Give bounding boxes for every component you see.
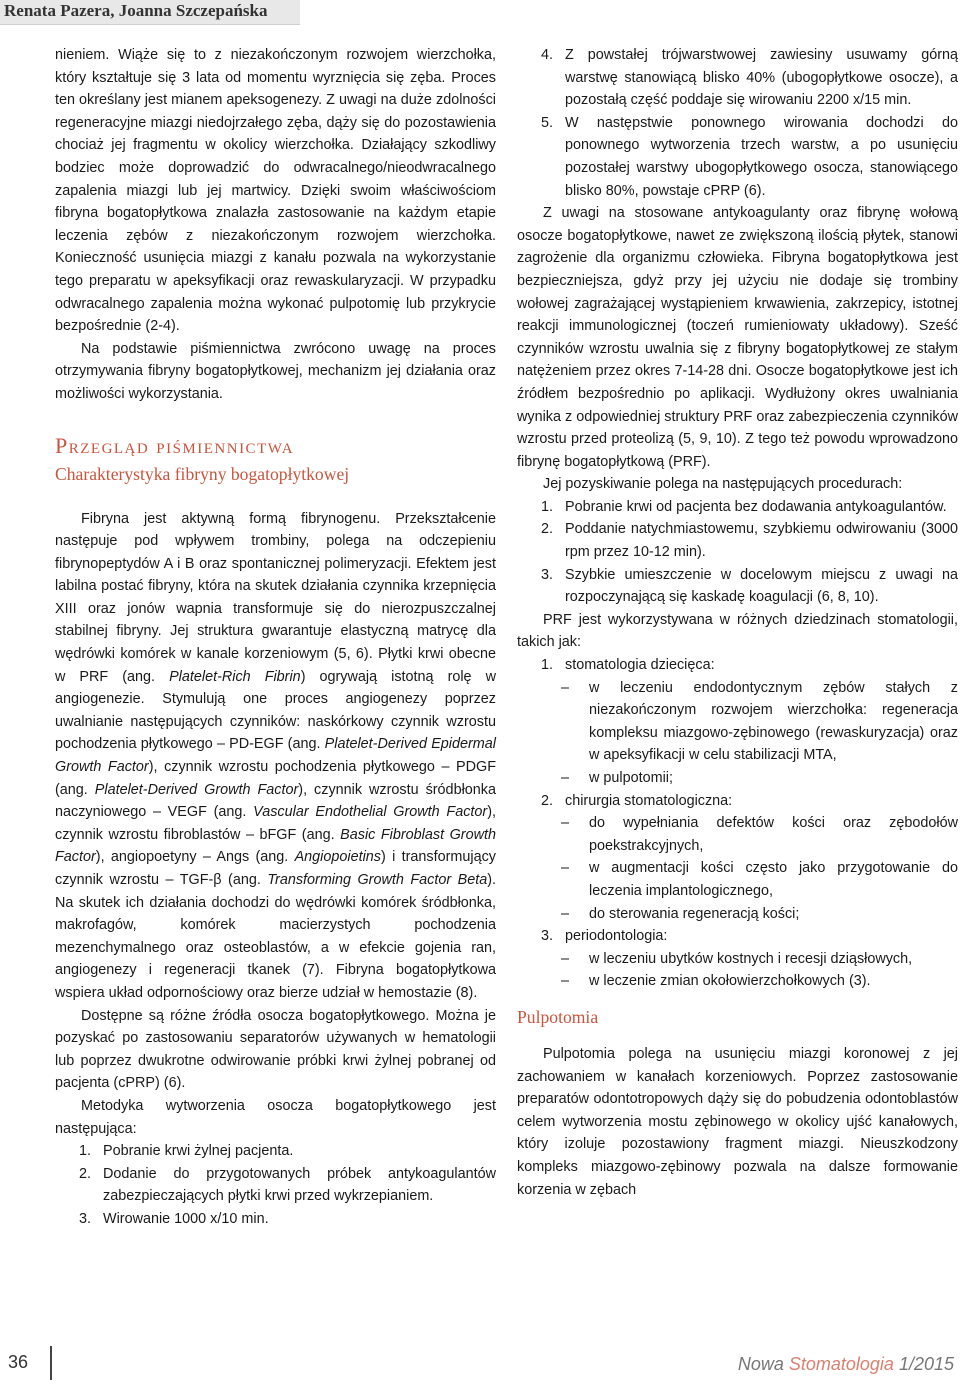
journal-brand: Stomatologia: [788, 1354, 894, 1374]
list-text: Pobranie krwi żylnej pacjenta.: [103, 1143, 294, 1160]
list-number: 2.: [79, 1165, 92, 1182]
fibrin-paragraph: [55, 508, 496, 1005]
aim-paragraph: Na podstawie piśmiennictwa zwrócono uwagę na proces otrzymywania fibryny bogatopłytkowej, mechanizm jej działania oraz możliwości wykorzystania.: [55, 340, 496, 402]
right-column: [517, 44, 958, 1201]
list-number: 3.: [79, 1210, 92, 1227]
text-run: ), czynnik wzrostu śródbłonka naczyniowego – VEGF (ang.: [55, 781, 496, 821]
list-text: Szybkie umieszczenie w docelowym miejscu z uwagi na rozpoczynającą się kaskadę koagulacji (6, 8, 10).: [565, 566, 958, 606]
authors-header: Renata Pazera, Joanna Szczepańska: [4, 1, 268, 20]
applications-intro-paragraph: PRF jest wykorzystywana w różnych dziedzinach stomatologii, takich jak:: [517, 611, 958, 651]
journal-issue: 1/2015: [893, 1354, 954, 1374]
list-number: 1.: [79, 1143, 92, 1160]
sources-paragraph: Dostępne są różne źródła osocza bogatopłytkowego. Można je pozyskać po zastosowaniu separatorów używanych w hematologii lub poprzez dwukrotne odwirowanie próbki krwi żylnej pobranej od pacjenta (cPRP) (6).: [55, 1007, 496, 1092]
journal-name: [738, 1354, 954, 1375]
subsection-heading-characteristics: Charakterystyka fibryny bogatopłytkowej: [55, 463, 350, 484]
list-text: Poddanie natychmiastowemu, szybkiemu odwirowaniu (3000 rpm przez 10-12 min).: [565, 521, 958, 561]
list-item: [517, 496, 958, 519]
intro-paragraph: nieniem. Wiąże się to z niezakończonym rozwojem wierzchołka, który kształtuje się 3 lata od momentu wyrznięcia się zęba. Proces ten określany jest mianem apeksogenezy. Z uwagi na duże zdolności regeneracyjne miazgi niedojrzałego zęba, dąży się do pozostawienia chociaż jej fragmentu w okolicy wierzchołka. Działający szkodliwy bodziec może doprowadzić do odwracalnego/nieodwracalnego zapalenia miazgi lub jej martwicy. Dzięki swoim właściwościom fibryna bogatopłytkowa znalazła zastosowanie na każdym etapie leczenia zębów z niezakończonym rozwojem wierzchołka. Konieczność usunięcia miazgi z kanału pozwala na wykorzystanie tego preparatu w apeksyfikacji oraz rewaskularyzacji. W przypadku odwracalnego zapalenia można wykonać pulpotomię lub przykrycie bezpośrednie (2-4).: [55, 47, 496, 335]
text-run: ), czynnik wzrostu pochodzenia płytkowego – PDGF (ang.: [55, 759, 497, 798]
sublist-item: – w leczeniu endodontycznym zębów stałych z niezakończonym rozwojem wierzchołka: regeneracja kompleksu miazgowo-zębinowego (rewaskuryzacja) oraz w apeksyfikacji w celu stabilizacji MTA,: [517, 677, 958, 767]
list-item: [517, 654, 958, 677]
list-text: W następstwie ponownego wirowania dochodzi do ponownego wytworzenia trzech warstw, a po usunięciu pozostałej warstwy ubogopłytkowego osocza, stanowiącego blisko 80%, powstaje cPRP (6).: [565, 114, 958, 199]
running-header: [0, 0, 300, 25]
applications-list: [517, 790, 958, 813]
text-run: ). Na skutek ich działania dochodzi do wędrówki komórek śródbłonka, makrofagów, komórek macierzystych pochodzenia mezenchymalnego oraz osteoblastów, a w efekcie gojenia ran, angiogenezy i regeneracji tkanek (7). Fibryna bogatopłytkowa wspiera układ odpornościowy oraz bierze udział w hemostazie (8).: [55, 872, 496, 1001]
text-run: ), angiopoetyny – Angs (ang.: [95, 849, 295, 866]
term-italic: Basic Fibroblast Growth Factor: [55, 826, 496, 866]
text-run: ) i transformujący czynnik wzrostu – TGF-β (ang.: [55, 849, 496, 888]
list-text: periodontologia:: [565, 928, 668, 945]
list-text: Dodanie do przygotowanych próbek antykoagulantów zabezpieczających płytki krwi przed wykrzepianiem.: [103, 1165, 496, 1205]
sublist-item: – w leczenie zmian okołowierzchołkowych (3).: [517, 970, 958, 993]
sublist: [517, 677, 958, 790]
list-number: 3.: [541, 928, 554, 945]
term-italic: Transforming Growth Factor Beta: [267, 872, 488, 888]
page-number: 36: [8, 1352, 29, 1372]
text-run: ) ogrywają istotną rolę w angiogenezie. Stymulują one proces angiogenezy poprzez uwalnianie następujących czynników: naskórkowy czynnik wzrostu pochodzenia płytkowego – PD-EGF (ang.: [55, 668, 496, 753]
term-italic: Platelet-Rich Fibrin: [169, 668, 301, 685]
list-item: [517, 44, 958, 112]
list-number: 2.: [541, 521, 554, 538]
sublist-item: – do wypełniania defektów kości oraz zębodołów poekstrakcyjnych,: [517, 812, 958, 857]
sublist-item: – w augmentacji kości często jako przygotowanie do leczenia implantologicznego,: [517, 857, 958, 902]
method-steps-list-cont: [517, 44, 958, 202]
page-footer: [0, 1340, 960, 1380]
sublist-item: – w pulpotomii;: [517, 767, 958, 790]
text-run: ), czynnik wzrostu fibroblastów – bFGF (ang.: [55, 804, 496, 843]
applications-list: [517, 654, 958, 677]
procedures-list: [517, 496, 958, 609]
subsection-heading-pulpotomy: Pulpotomia: [517, 1006, 599, 1027]
list-item: [517, 925, 958, 948]
list-number: 5.: [541, 114, 554, 131]
pulpotomy-paragraph: Pulpotomia polega na usunięciu miazgi koronowej z jej zachowaniem w kanałach korzeniowych. Poprzez zastosowanie preparatów odontotropowych dąży się do pobudzenia odontoblastów celem wytworzenia mostu zębinowego w okolicy ujść kanałowych, który izoluje pozostawiony fragment miazgi. Nieuszkodzony kompleks miazgowo-zębinowy pozwala na dalsze formowanie korzenia w zębach: [517, 1045, 958, 1198]
list-text: chirurgia stomatologiczna:: [565, 792, 733, 809]
list-item: [517, 790, 958, 813]
list-item: [55, 1163, 496, 1208]
list-text: Z powstałej trójwarstwowej zawiesiny usuwamy górną warstwę stanowiącą blisko 40% (ubogopłytkowe osocze), a pozostałą część poddaje się wirowaniu 2200 x/15 min.: [565, 47, 958, 109]
list-item: [55, 1140, 496, 1163]
section-heading-review: Przegląd piśmiennictwa: [55, 432, 295, 458]
sublist-item: – do sterowania regeneracją kości;: [517, 903, 958, 926]
method-intro-paragraph: Metodyka wytworzenia osocza bogatopłytkowego jest następująca:: [55, 1097, 496, 1137]
procedures-intro-paragraph: Jej pozyskiwanie polega na następujących procedurach:: [543, 476, 903, 493]
list-item: [517, 112, 958, 202]
term-italic: Platelet-Derived Epidermal Growth Factor: [55, 736, 496, 776]
list-item: [55, 1208, 496, 1231]
method-steps-list: [55, 1140, 496, 1230]
sublist: [517, 812, 958, 925]
list-item: [517, 564, 958, 609]
list-number: 1.: [541, 657, 554, 674]
journal-prefix: Nowa: [737, 1354, 789, 1374]
list-number: 1.: [541, 498, 554, 515]
term-italic: Angiopoietins: [294, 849, 381, 866]
list-number: 3.: [541, 566, 554, 583]
text-run: Fibryna jest aktywną formą fibrynogenu. Przekształcenie następuje pod wpływem trombiny, polega na odczepieniu fibrynopeptydów A i B oraz spontanicznej polimeryzacji. Efektem jest labilna postać fibryny, która na skutek działania czynnika krzepnięcia XIII oraz jonów wapnia transformuje się do nierozpuszczalnej stabilnej fibryny. Jej struktura gwarantuje elastyczną matrycę dla wędrówki komórek w kanale korzeniowym (5, 6). Płytki krwi obecne w PRF (ang.: [55, 510, 496, 685]
list-text: Wirowanie 1000 x/10 min.: [103, 1210, 269, 1227]
list-text: Pobranie krwi od pacjenta bez dodawania antykoagulantów.: [565, 498, 947, 515]
list-number: 4.: [541, 47, 554, 63]
list-text: stomatologia dziecięca:: [565, 657, 715, 674]
footer-divider: [50, 1346, 52, 1380]
sublist-item: – w leczeniu ubytków kostnych i recesji dziąsłowych,: [517, 948, 958, 971]
term-italic: Platelet-Derived Growth Factor: [94, 781, 299, 798]
safety-paragraph: Z uwagi na stosowane antykoagulanty oraz fibrynę wołową osocze bogatopłytkowe, nawet ze zwiększoną ilością płytek, stanowi zagrożenie dla organizmu człowieka. Fibryna bogatopłytkowa jest bezpieczniejsza, gdyż przy jej użyciu nie dodaje się trombiny wołowej zagrażającej wystąpieniem krwawienia, zakrzepicy, istotnej reakcji immunologicznej (toczeń rumieniowaty układowy). Sześć czynników wzrostu uwalnia się z fibryny bogatopłytkowej ze stałym natężeniem przez okres 7-14-28 dni. Osocze bogatopłytkowe jest ich źródłem bezpośrednio po aplikacji. Wydłużony okres uwalniania wynika z odpowiedniej struktury PRF oraz zabezpieczenia czynników wzrostu przed proteolizą (5, 9, 10). Z tego też powodu wprowadzono fibrynę bogatopłytkową (PRF).: [517, 205, 958, 470]
sublist: [517, 948, 958, 993]
left-column: [55, 44, 496, 1231]
list-item: [517, 518, 958, 563]
applications-list: [517, 925, 958, 948]
list-number: 2.: [541, 792, 554, 809]
term-italic: Vascular Endothelial Growth Factor: [253, 804, 488, 821]
